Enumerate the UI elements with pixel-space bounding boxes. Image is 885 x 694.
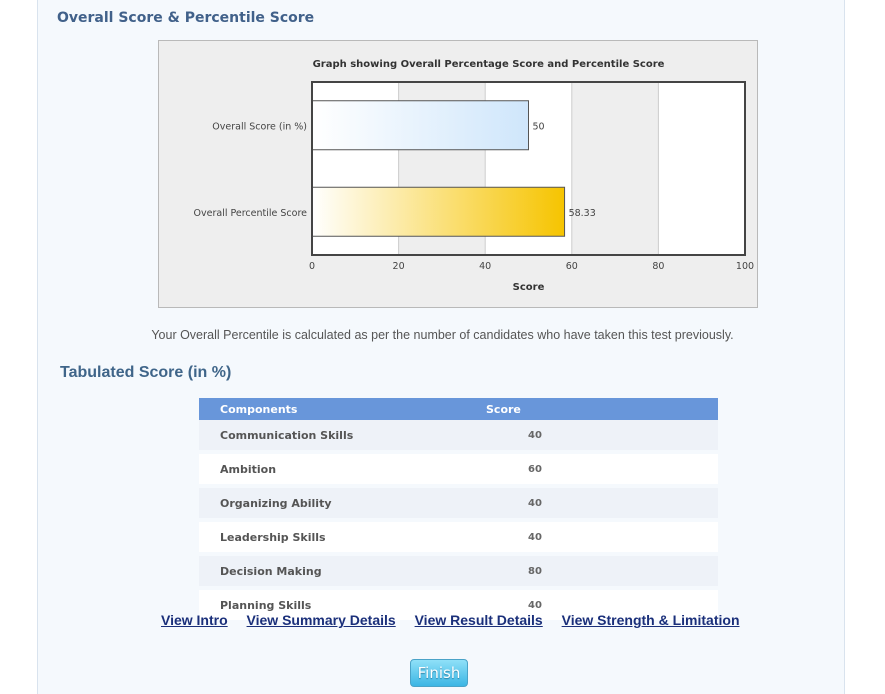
- table-row: [199, 420, 718, 452]
- chart-title: Graph showing Overall Percentage Score and Percentile Score: [312, 59, 665, 70]
- component-name: Decision Making: [199, 554, 486, 588]
- view-strength-limitation-link[interactable]: View Strength & Limitation: [561, 612, 740, 628]
- component-name: Planning Skills: [199, 588, 486, 622]
- percentile-note: Your Overall Percentile is calculated as per the number of candidates who have taken this test previously.: [151, 328, 734, 342]
- table-title: Tabulated Score (in %): [60, 364, 232, 381]
- header-components: Components: [199, 398, 486, 420]
- bar-value-label: 58.33: [568, 207, 596, 219]
- view-intro-link[interactable]: View Intro: [161, 612, 228, 628]
- x-tick-label: 100: [735, 261, 755, 272]
- component-score: 60: [486, 452, 718, 486]
- view-summary-details-link[interactable]: View Summary Details: [246, 612, 396, 628]
- score-chart: [158, 40, 758, 308]
- view-result-details-link[interactable]: View Result Details: [414, 612, 543, 628]
- finish-button[interactable]: Finish: [410, 659, 468, 687]
- table-row: [199, 452, 718, 486]
- x-tick-label: 40: [479, 261, 492, 272]
- bar: [312, 187, 565, 236]
- section-title: Overall Score & Percentile Score: [57, 10, 315, 26]
- table-row: [199, 486, 718, 520]
- component-score: 40: [486, 588, 718, 622]
- x-tick-label: 20: [392, 261, 405, 272]
- table-row: [199, 520, 718, 554]
- x-tick-label: 60: [565, 261, 578, 272]
- component-score: 80: [486, 554, 718, 588]
- header-score: Score: [486, 398, 718, 420]
- component-name: Leadership Skills: [199, 520, 486, 554]
- component-score: 40: [486, 520, 718, 554]
- category-label: Overall Percentile Score: [193, 207, 307, 219]
- x-axis-label: Score: [512, 282, 545, 293]
- component-name: Communication Skills: [199, 420, 486, 452]
- component-name: Organizing Ability: [199, 486, 486, 520]
- bar: [312, 101, 529, 150]
- nav-links: [161, 612, 755, 628]
- table-row: [199, 554, 718, 588]
- category-label: Overall Score (in %): [212, 121, 307, 133]
- component-name: Ambition: [199, 452, 486, 486]
- chart-svg: [159, 41, 759, 309]
- component-score: 40: [486, 486, 718, 520]
- x-tick-label: 0: [308, 261, 316, 272]
- bar-value-label: 50: [532, 121, 545, 133]
- grid-band: [572, 82, 659, 255]
- score-table: [199, 398, 718, 624]
- table-header-row: [199, 398, 718, 420]
- component-score: 40: [486, 420, 718, 452]
- x-tick-label: 80: [652, 261, 665, 272]
